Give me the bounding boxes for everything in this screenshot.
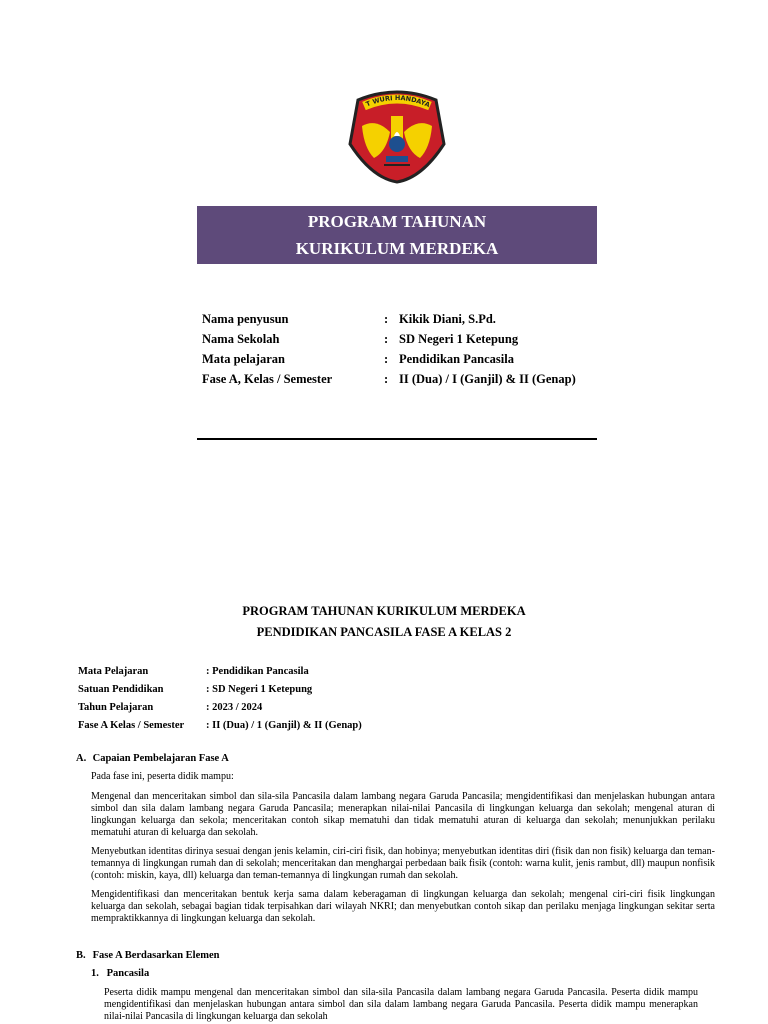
identity-colon: : [384, 331, 389, 346]
cover-identity-table [202, 309, 576, 389]
meta-row [78, 716, 362, 734]
meta-label: Fase A Kelas / Semester [78, 719, 185, 731]
section-b-heading [76, 950, 220, 961]
subsection-paragraph: Peserta didik mampu mengenal dan menceritakan simbol dan sila-sila Pancasila dalam lambang negara Garuda Pancasila. Peserta didik mampu mengidentifikasi dan menjelaskan hubungan antara simbol dan sila dalam lambang negara Garuda Pancasila. Peserta didik mampu menerapkan nilai-nilai Pancasila di lingkungan keluarga dan sekolah [104, 987, 698, 1022]
page2-title-line2: PENDIDIKAN PANCASILA FASE A KELAS 2 [256, 625, 512, 639]
identity-label: Fase A, Kelas / Semester [202, 371, 333, 386]
identity-value: Kikik Diani, S.Pd. [399, 311, 496, 326]
meta-row [78, 698, 362, 716]
meta-value: : 2023 / 2024 [206, 701, 263, 713]
section-a-paragraph: Mengenal dan menceritakan simbol dan sila-sila Pancasila dalam lambang negara Garuda Pancasila; mengidentifikasi dan menjelaskan hubungan antara simbol dan sila dalam lambang negara Garuda Pancasila; menerapkan nilai-nilai Pancasila di lingkungan keluarga dan sekolah; mengenal aturan di lingkungan keluarga dan sekola; menceritakan contoh sikap mematuhi dan tidak mematuhi aturan di keluarga dan sekolah; menunjukkan perilaku mematuhi aturan di keluarga dan sekolah. [91, 791, 715, 838]
page2-title-line1: PROGRAM TAHUNAN KURIKULUM MERDEKA [242, 604, 526, 618]
subsection-number: 1. [91, 968, 99, 979]
identity-label: Nama penyusun [202, 311, 289, 326]
logo-ribbon-text: T WURI HANDAYA [364, 93, 432, 110]
subsection-title: Pancasila [106, 968, 150, 979]
identity-value: II (Dua) / I (Ganjil) & II (Genap) [399, 371, 576, 386]
identity-row [202, 309, 576, 329]
section-a-paragraph: Menyebutkan identitas dirinya sesuai dengan jenis kelamin, ciri-ciri fisik, dan hobinya; menyebutkan identitas diri (fisik dan non fisik) keluarga dan teman-temannya di lingkungan rumah dan di sekolah; menceritakan dan menghargai perbedaan baik fisik (contoh: warna kulit, jenis rambut, dll) maupun nonfisik (contoh: miskin, kaya, dll) keluarga dan teman-temannya di lingkungan rumah dan sekolah. [91, 846, 715, 881]
section-b-letter: B. [76, 950, 86, 961]
identity-row [202, 349, 576, 369]
meta-value: : Pendidikan Pancasila [206, 665, 309, 677]
identity-label: Mata pelajaran [202, 351, 285, 366]
identity-colon: : [384, 351, 389, 366]
section-a-paragraph: Mengidentifikasi dan menceritakan bentuk kerja sama dalam keberagaman di lingkungan keluarga dan sekolah; mengenal ciri-ciri fisik lingkungan keluarga dan sekolah, sebagai bagian tidak terpisahkan dari wilayah NKRI; dan menyebutkan contoh sikap dan perilaku menjaga lingkungan sekitar serta mempraktikkannya di lingkungan keluarga dan sekolah. [91, 889, 715, 924]
identity-row [202, 329, 576, 349]
page2-meta-table [78, 662, 362, 734]
identity-colon: : [384, 311, 389, 326]
meta-label: Satuan Pendidikan [78, 683, 164, 695]
meta-row [78, 662, 362, 680]
meta-row [78, 680, 362, 698]
section-a-intro: Pada fase ini, peserta didik mampu: [91, 771, 234, 782]
meta-value: : II (Dua) / 1 (Ganjil) & II (Genap) [206, 719, 362, 731]
cover-title-banner [197, 206, 597, 264]
section-a-title: Capaian Pembelajaran Fase A [92, 753, 229, 764]
section-a-heading [76, 753, 229, 764]
cover-title-line2: KURIKULUM MERDEKA [295, 239, 499, 258]
meta-label: Tahun Pelajaran [78, 701, 154, 713]
identity-colon: : [384, 371, 389, 386]
identity-value: SD Negeri 1 Ketepung [399, 331, 519, 346]
identity-label: Nama Sekolah [202, 331, 280, 346]
meta-value: : SD Negeri 1 Ketepung [206, 683, 313, 695]
cover-title-line1: PROGRAM TAHUNAN [307, 212, 487, 231]
section-a-letter: A. [76, 753, 87, 764]
subsection-pancasila-heading [91, 968, 149, 979]
meta-label: Mata Pelajaran [78, 665, 149, 677]
section-b-title: Fase A Berdasarkan Elemen [92, 950, 220, 961]
identity-value: Pendidikan Pancasila [399, 351, 514, 366]
cover-divider-line [197, 438, 597, 440]
identity-row [202, 369, 576, 389]
tut-wuri-handayani-logo [344, 82, 450, 184]
